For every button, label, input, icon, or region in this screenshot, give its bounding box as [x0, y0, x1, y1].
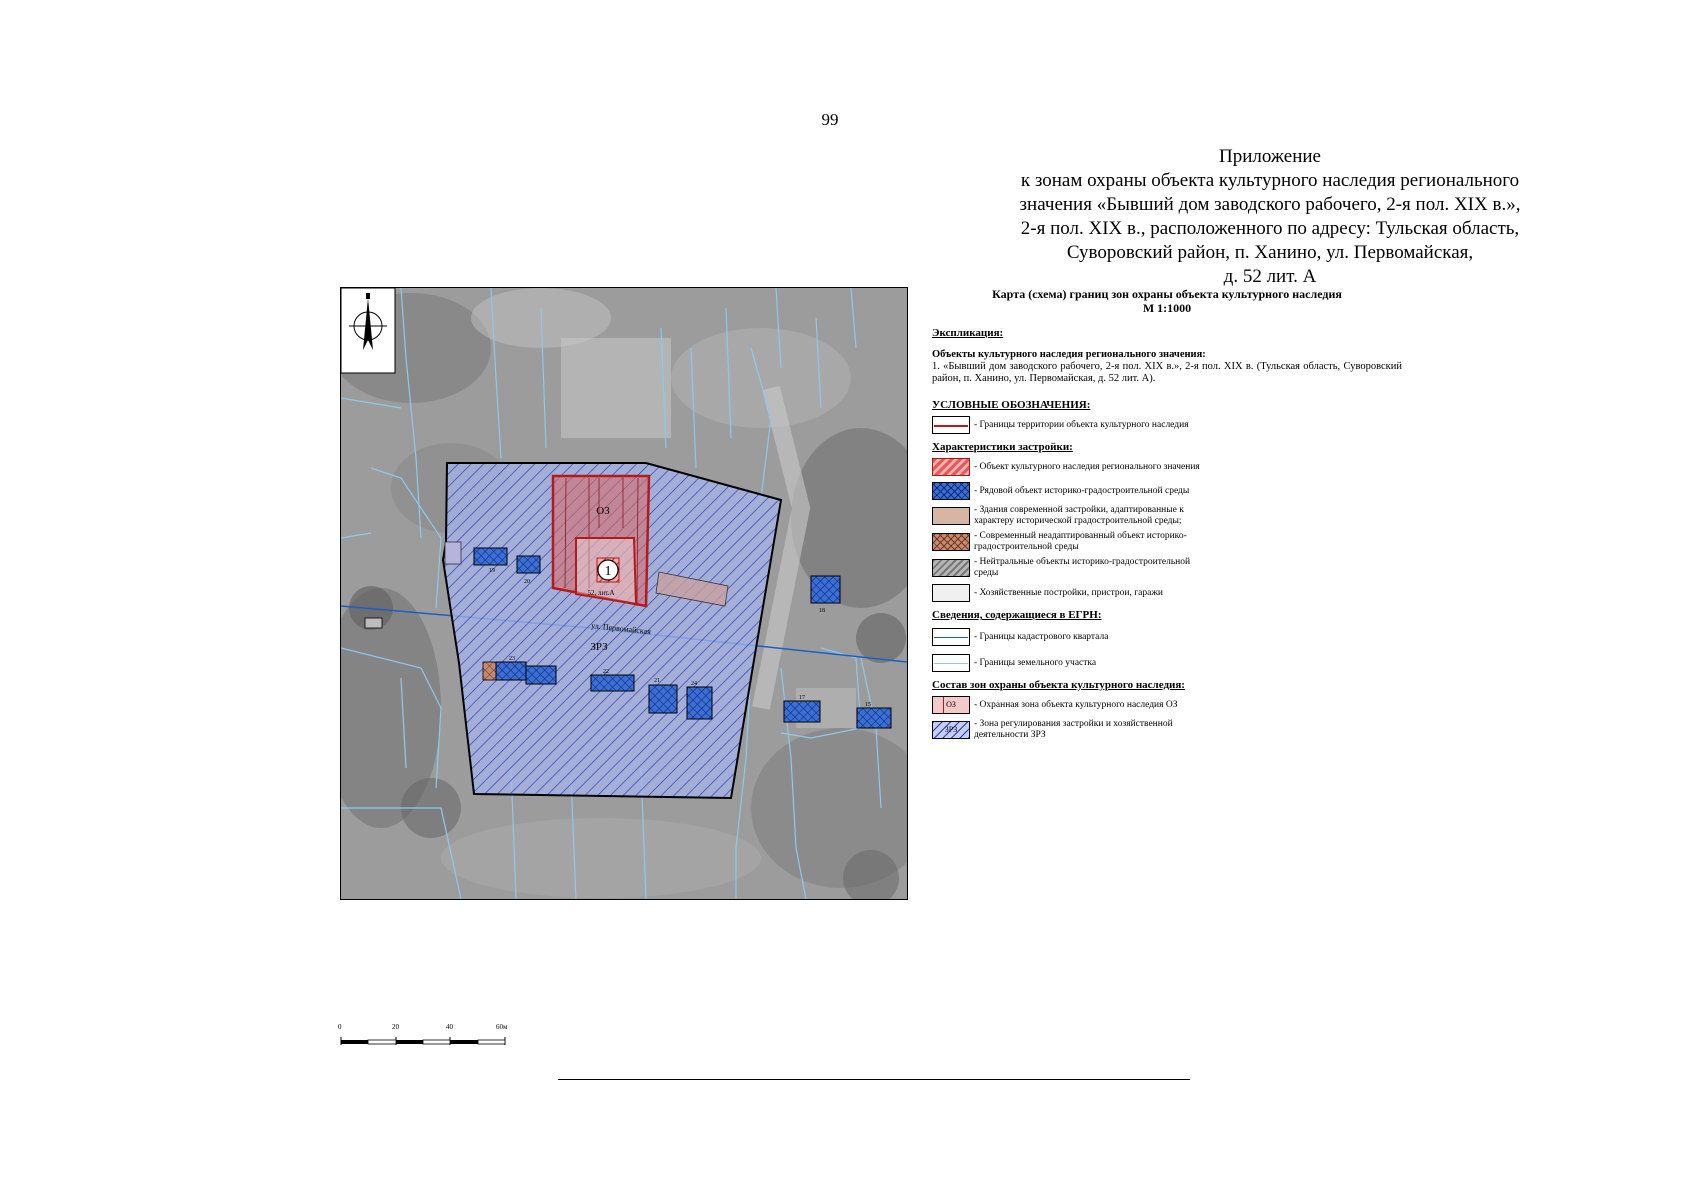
oz-swatch: ОЗ	[932, 696, 970, 714]
historic-building[interactable]	[517, 556, 540, 573]
building-number: 18	[819, 608, 825, 614]
conventions-heading: УСЛОВНЫЕ ОБОЗНАЧЕНИЯ:	[932, 399, 1091, 411]
appendix-line: значения «Бывший дом заводского рабочего, 2-я пол. XIX в.»,	[1019, 194, 1521, 215]
scale-tick-label: 0	[338, 1023, 342, 1031]
legend-item-outbuildings: - Хозяйственные постройки, пристрои, гаражи	[932, 583, 1402, 603]
appendix-line: Суворовский район, п. Ханино, ул. Первомайская,	[1066, 242, 1474, 263]
zones-heading: Состав зон охраны объекта культурного наследия:	[932, 679, 1185, 691]
scale-bar	[340, 1023, 515, 1053]
oz-zone-label: ОЗ	[596, 505, 610, 517]
legend-item-land-plot: - Границы земельного участка	[932, 653, 1402, 673]
legend-item-non-adapted: - Современный неадаптированный объект историко-градостроительной среды	[932, 531, 1402, 553]
explication-heading: Экспликация:	[932, 327, 1004, 339]
appendix-header	[960, 145, 1580, 289]
historic-swatch	[932, 482, 970, 500]
street-label: ул. Первомайская	[590, 621, 652, 637]
non-adapted-swatch	[932, 533, 970, 551]
footer-rule	[558, 1079, 1190, 1080]
legend-item-modern-adapted: - Здания современной застройки, адаптированные к характеру исторической градостроительной среды;	[932, 505, 1402, 527]
historic-building[interactable]	[811, 576, 840, 603]
zrz-zone-label: ЗРЗ	[590, 641, 608, 653]
page-number: 99	[821, 110, 839, 129]
appendix-line: д. 52 лит. А	[1223, 266, 1317, 287]
heritage-swatch	[932, 458, 970, 476]
map-scale: М 1:1000	[1142, 301, 1192, 315]
historic-building[interactable]	[857, 708, 891, 728]
legend-item-historic: - Рядовой объект историко-градостроительной среды	[932, 481, 1402, 501]
legend-item-neutral: - Нейтральные объекты историко-градостроительной среды	[932, 557, 1402, 579]
satellite-map[interactable]	[341, 288, 907, 899]
territory-boundary-swatch	[932, 416, 970, 434]
legend-item-heritage: - Объект культурного наследия регионального значения	[932, 457, 1402, 477]
building-number: 23	[509, 656, 515, 662]
historic-building[interactable]	[591, 675, 634, 691]
historic-building[interactable]	[784, 701, 820, 722]
land-plot-swatch	[932, 654, 970, 672]
scale-tick-label: 40	[446, 1023, 453, 1031]
building-number: 15	[865, 702, 871, 708]
outbuilding[interactable]	[365, 618, 382, 628]
building-number: 17	[799, 695, 805, 701]
building-number: 19	[489, 568, 495, 574]
north-arrow	[341, 288, 395, 373]
appendix-line: Приложение	[1219, 146, 1321, 167]
heritage-object-number: 1	[604, 564, 612, 579]
legend-item-zrz: ЗРЗ - Зона регулирования застройки и хозяйственной деятельности ЗРЗ	[932, 719, 1402, 741]
building-number: 24	[691, 681, 697, 687]
neutral-building[interactable]	[445, 542, 461, 564]
legend	[932, 287, 1402, 745]
scale-tick-label: 60м	[496, 1023, 508, 1031]
appendix-line: к зонам охраны объекта культурного наследия регионального	[1020, 170, 1520, 191]
modern-adapted-swatch	[932, 507, 970, 525]
building-number: 20	[524, 579, 530, 585]
outbuildings-swatch	[932, 584, 970, 602]
historic-building[interactable]	[526, 666, 556, 684]
historic-building[interactable]	[496, 662, 526, 680]
cadastral-swatch	[932, 628, 970, 646]
appendix-line: 2-я пол. XIX в., расположенного по адресу: Тульская область,	[1020, 218, 1520, 239]
historic-building[interactable]	[474, 548, 507, 565]
scale-tick-label: 20	[392, 1023, 399, 1031]
egrn-heading: Сведения, содержащиеся в ЕГРН:	[932, 609, 1102, 621]
building-heading: Характеристики застройки:	[932, 441, 1073, 453]
building-number: 22	[603, 669, 609, 675]
neutral-swatch	[932, 559, 970, 577]
map-title: Карта (схема) границ зон охраны объекта культурного наследия	[992, 287, 1342, 301]
scale-bar-graphic	[340, 1033, 512, 1047]
heritage-object-address: 52, лит.А	[587, 589, 615, 597]
legend-item-oz: ОЗ - Охранная зона объекта культурного наследия ОЗ	[932, 695, 1402, 715]
map-frame[interactable]	[340, 287, 908, 900]
building-number: 21	[654, 678, 660, 684]
historic-building[interactable]	[649, 685, 677, 713]
objects-heading: Объекты культурного наследия регионального значения:	[932, 349, 1206, 360]
legend-item-territory: - Границы территории объекта культурного наследия	[932, 415, 1402, 435]
zrz-swatch: ЗРЗ	[932, 721, 970, 739]
non-adapted-building[interactable]	[483, 662, 496, 680]
historic-building[interactable]	[687, 687, 712, 719]
objects-text: 1. «Бывший дом заводского рабочего, 2-я пол. XIX в.», 2-я пол. XIX в. (Тульская область, Суворовский район, п. Ханино, ул. Первомайская, д. 52 лит. А).	[932, 361, 1402, 384]
legend-item-cadastral: - Границы кадастрового квартала	[932, 627, 1402, 647]
